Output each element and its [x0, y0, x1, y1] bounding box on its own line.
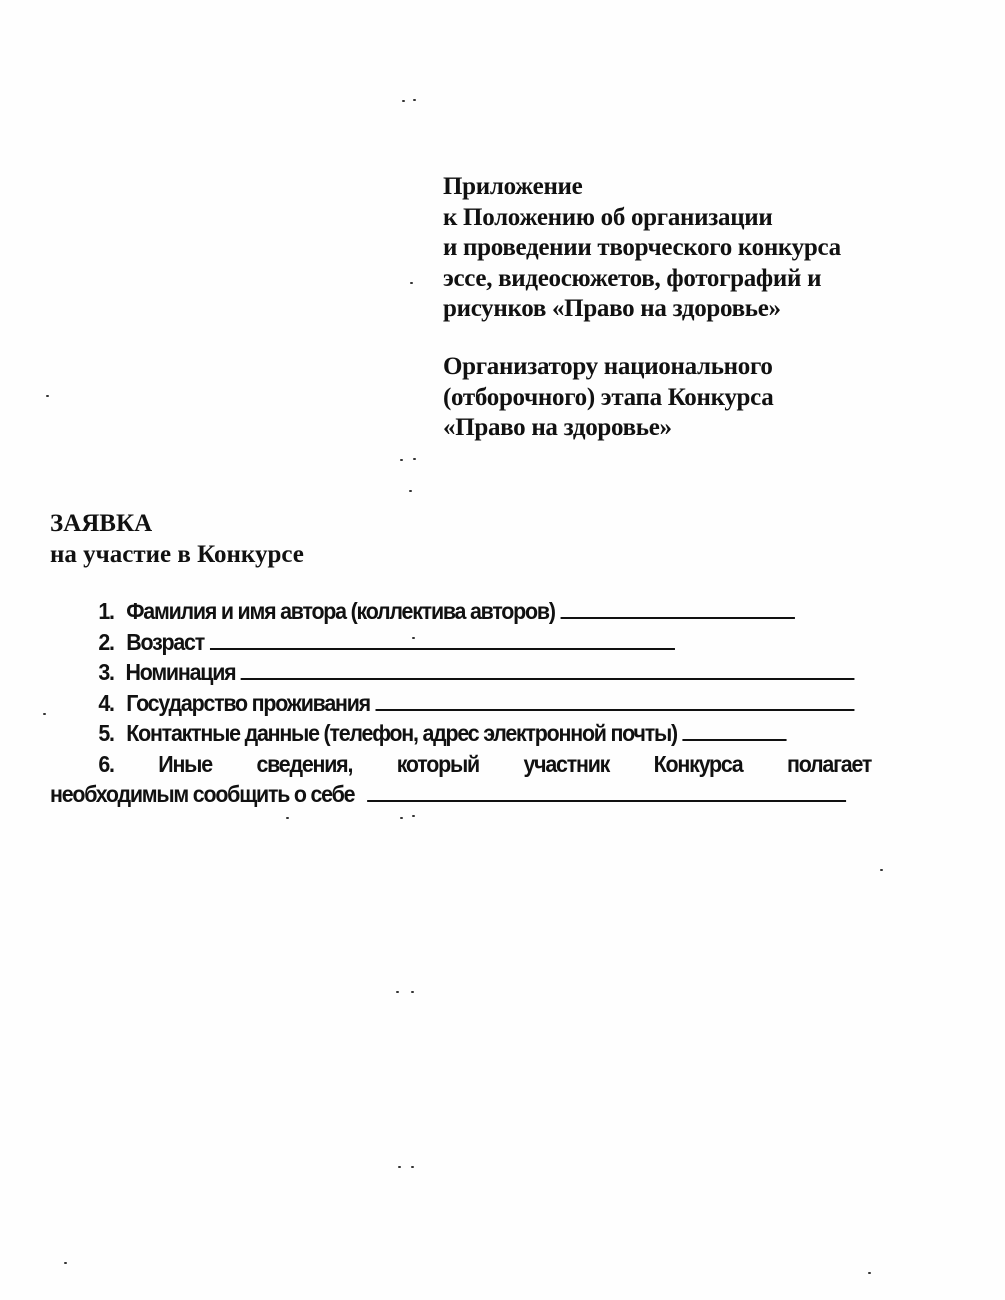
scan-speck	[410, 282, 413, 284]
addressee-line: Организатору национального	[443, 353, 773, 380]
scan-speck	[412, 637, 415, 639]
scan-speck	[43, 713, 46, 715]
scan-speck	[400, 817, 403, 819]
scan-speck	[46, 395, 49, 397]
appendix-line: к Положению об организации	[443, 203, 773, 231]
scan-speck	[286, 817, 289, 819]
title-subheading: на участие в Конкурсе	[50, 541, 304, 568]
scan-speck	[398, 1166, 401, 1168]
nomination-field[interactable]	[241, 658, 854, 680]
scan-speck	[413, 99, 416, 101]
item-number: 6.	[98, 750, 114, 777]
form-item-other-info	[50, 749, 871, 780]
item-label: Фамилия и имя автора (коллектива авторов)	[126, 598, 555, 624]
item-number: 5.	[98, 720, 114, 746]
item-label-word: участник	[523, 750, 610, 777]
author-name-field[interactable]	[560, 597, 794, 619]
item-label-word: сведения,	[256, 750, 353, 777]
other-info-field[interactable]	[367, 780, 846, 802]
contacts-field[interactable]	[683, 719, 787, 741]
addressee-line: «Право на здоровье»	[443, 414, 672, 441]
item-label-word: Иные	[158, 750, 212, 777]
item-label: Номинация	[125, 659, 236, 685]
appendix-line: рисунков «Право на здоровье»	[443, 295, 781, 322]
appendix-line: Приложение	[443, 173, 583, 200]
item-number: 2.	[98, 628, 114, 655]
item-number: 1.	[98, 598, 114, 624]
form-item-other-info-continuation	[50, 779, 854, 810]
appendix-line: и проведении творческого конкурса	[443, 234, 841, 261]
form-item-country	[50, 688, 854, 719]
addressee-line: (отборочного) этапа Конкурса	[443, 383, 774, 411]
form-item-nomination	[50, 657, 854, 688]
item-label: Возраст	[126, 628, 205, 655]
scan-speck	[396, 991, 399, 993]
form-item-age	[50, 627, 854, 658]
scan-speck	[411, 1166, 414, 1168]
scan-speck	[413, 458, 416, 460]
scan-speck	[402, 100, 405, 102]
scan-speck	[868, 1272, 871, 1274]
item-label-word: полагает	[786, 750, 872, 777]
age-field[interactable]	[210, 628, 675, 650]
country-field[interactable]	[376, 689, 855, 711]
addressee-block	[443, 352, 773, 444]
item-number: 3.	[98, 659, 114, 685]
scan-speck	[400, 459, 403, 461]
item-label-word: Конкурса	[653, 750, 743, 777]
scan-speck	[409, 490, 412, 492]
item-label-word: который	[396, 750, 479, 777]
form-items-list	[50, 596, 872, 810]
scan-speck	[412, 815, 415, 817]
appendix-line: эссе, видеосюжетов, фотографий и	[443, 264, 822, 292]
scan-speck	[411, 991, 414, 993]
scan-speck	[880, 869, 883, 871]
form-item-author-name	[50, 596, 854, 627]
item-label: Государство проживания	[126, 689, 370, 716]
scan-speck	[64, 1262, 67, 1264]
form-item-contacts	[50, 718, 854, 749]
appendix-header	[443, 172, 841, 325]
item-number: 4.	[98, 689, 114, 716]
title-heading: ЗАЯВКА	[50, 510, 153, 537]
item-label: Контактные данные (телефон, адрес электронной почты)	[126, 720, 677, 746]
item-label: необходимым сообщить о себе	[50, 781, 355, 807]
application-title	[50, 508, 304, 570]
